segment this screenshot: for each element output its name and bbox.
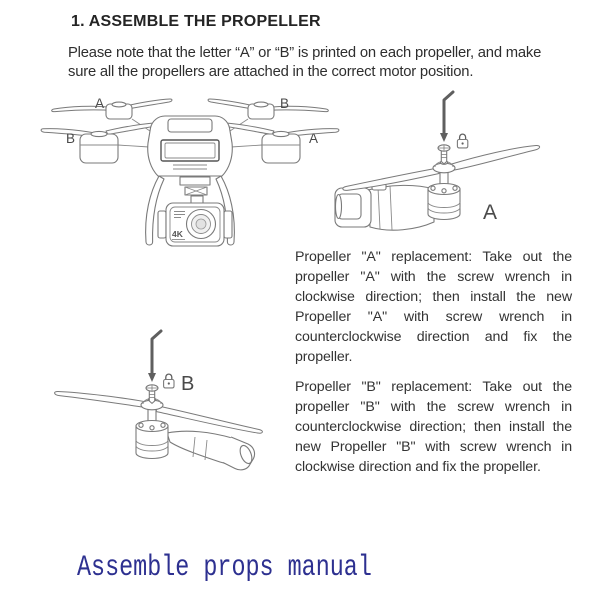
motor-arm [167, 431, 255, 470]
camera-4k-label: 4K [172, 229, 183, 239]
lock-icon [457, 134, 467, 148]
lock-icon [164, 374, 174, 388]
drone-body [148, 116, 233, 176]
propeller-a-illustration [320, 88, 580, 238]
figure-b-label: B [181, 373, 195, 395]
drone-label-b-rear-right: B [280, 96, 290, 111]
drone-label-b-front-left: B [66, 131, 76, 146]
screw-icon [438, 145, 450, 164]
rear-left-rotor [52, 99, 172, 119]
down-arrow-icon [148, 373, 156, 382]
rear-right-rotor [208, 99, 328, 119]
intro-paragraph: Please note that the letter “A” or “B” is printed on each propeller, and make sure all the propellers are attached in the correct motor position. [68, 45, 542, 80]
down-arrow-icon [440, 133, 448, 142]
front-left-rotor [41, 123, 158, 163]
motor [428, 172, 460, 220]
propeller-b-instructions: Propeller "B" replacement: Take out the propeller "B" with the screw wrench in counterclockwise direction; then install the new Propeller "B" with screw wrench in clockwise direction and fix the propeller. [295, 379, 572, 475]
hex-wrench-icon [440, 92, 453, 142]
gimbal [180, 177, 210, 203]
figure-a-label: A [483, 201, 498, 224]
drone-label-a-front-right: A [309, 131, 319, 146]
section-title: 1. ASSEMBLE THE PROPELLER [71, 13, 321, 30]
footer-caption: Assemble props manual [77, 551, 372, 585]
camera [158, 203, 232, 246]
hex-wrench-icon [148, 331, 161, 382]
drone-label-a-rear-left: A [95, 96, 105, 111]
propeller-b-illustration [35, 325, 295, 505]
motor [136, 409, 168, 459]
propeller-a-instructions: Propeller "A" replacement: Take out the propeller "A" with the screw wrench in clockwise direction; then install the new Propeller "A" with screw wrench in counterclockwise direction and fix the propeller. [295, 249, 572, 365]
